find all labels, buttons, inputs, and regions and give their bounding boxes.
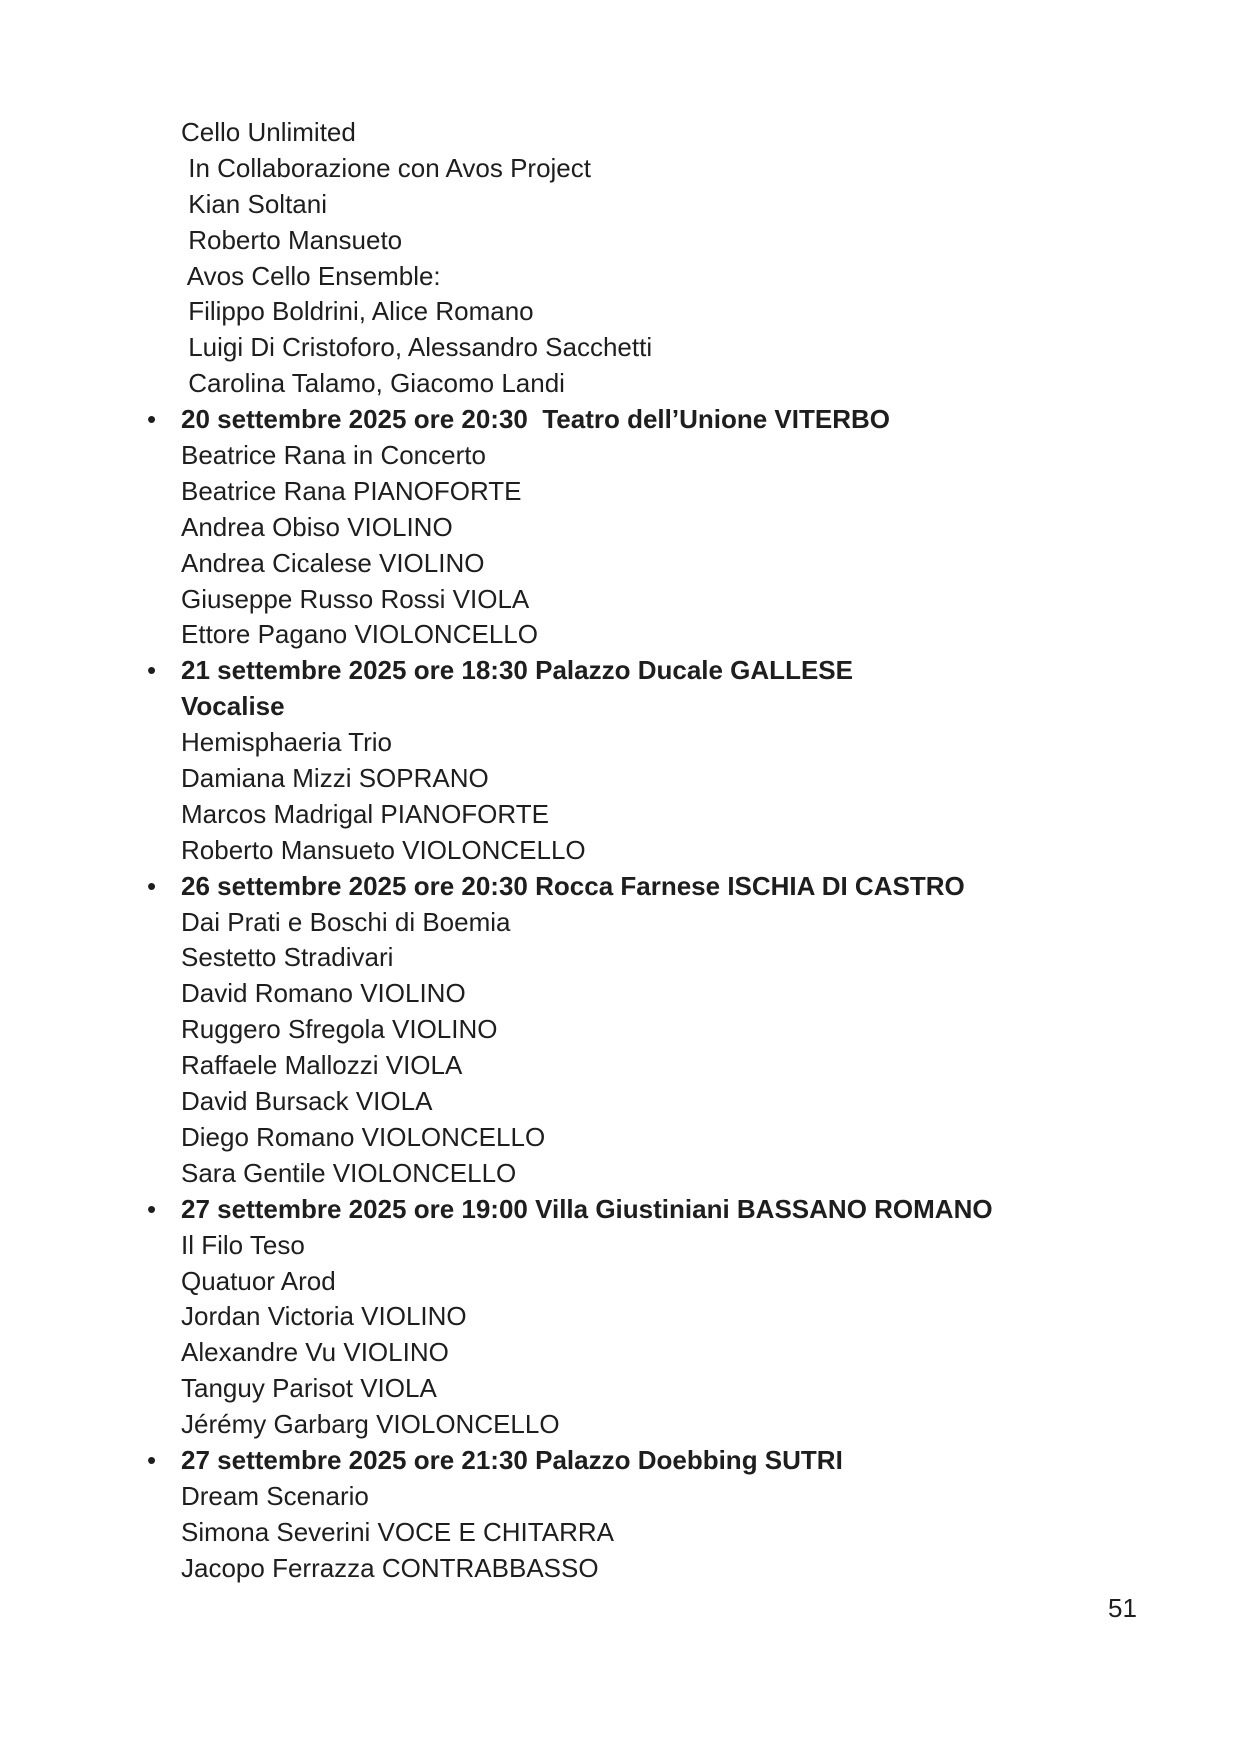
program-line xyxy=(0,617,1242,653)
program-line xyxy=(0,582,1242,618)
program-line-text: Jérémy Garbarg VIOLONCELLO xyxy=(181,1409,560,1440)
program-line-text: David Bursack VIOLA xyxy=(181,1086,433,1117)
program-line xyxy=(0,905,1242,941)
program-line xyxy=(0,1299,1242,1335)
program-line-text: Damiana Mizzi SOPRANO xyxy=(181,763,489,794)
program-line-text: Il Filo Teso xyxy=(181,1229,305,1260)
program-line xyxy=(0,366,1242,402)
program-line-text: Roberto Mansueto xyxy=(181,224,403,255)
program-line xyxy=(0,1515,1242,1551)
program-line xyxy=(0,1551,1242,1587)
program-event-line xyxy=(0,1192,1242,1228)
program-line xyxy=(0,115,1242,151)
bullet-icon: • xyxy=(147,1193,157,1224)
program-line-text: 26 settembre 2025 ore 20:30 Rocca Farnese ISCHIA DI CASTRO xyxy=(181,870,965,901)
concert-program-list xyxy=(0,115,1242,1587)
bullet-icon: • xyxy=(147,1444,157,1475)
program-line xyxy=(0,330,1242,366)
program-line xyxy=(0,940,1242,976)
program-line xyxy=(0,1407,1242,1443)
program-line-text: 27 settembre 2025 ore 21:30 Palazzo Doebbing SUTRI xyxy=(181,1444,843,1475)
program-line xyxy=(0,438,1242,474)
program-line-text: Luigi Di Cristoforo, Alessandro Sacchetti xyxy=(181,332,653,363)
program-line-text: In Collaborazione con Avos Project xyxy=(181,152,591,183)
program-line-text: Giuseppe Russo Rossi VIOLA xyxy=(181,583,530,614)
program-line-text: Alexandre Vu VIOLINO xyxy=(181,1337,449,1368)
program-line-text: Ettore Pagano VIOLONCELLO xyxy=(181,619,538,650)
program-line-text: Carolina Talamo, Giacomo Landi xyxy=(181,368,565,399)
program-line xyxy=(0,833,1242,869)
program-line-text: Beatrice Rana in Concerto xyxy=(181,440,486,471)
program-line xyxy=(0,797,1242,833)
program-line xyxy=(0,151,1242,187)
program-line-text: Diego Romano VIOLONCELLO xyxy=(181,1121,546,1152)
program-line xyxy=(0,689,1242,725)
program-line xyxy=(0,223,1242,259)
program-line-text: Kian Soltani xyxy=(181,188,327,219)
program-line xyxy=(0,259,1242,295)
program-line xyxy=(0,1335,1242,1371)
program-line-text: Hemisphaeria Trio xyxy=(181,727,392,758)
program-line xyxy=(0,510,1242,546)
program-line-text: Roberto Mansueto VIOLONCELLO xyxy=(181,834,586,865)
program-line xyxy=(0,1371,1242,1407)
program-line xyxy=(0,546,1242,582)
program-line-text: Dream Scenario xyxy=(181,1480,369,1511)
program-event-line xyxy=(0,402,1242,438)
program-line-text: Sara Gentile VIOLONCELLO xyxy=(181,1157,517,1188)
program-line-text: Jordan Victoria VIOLINO xyxy=(181,1301,467,1332)
program-line xyxy=(0,1264,1242,1300)
program-line-text: Avos Cello Ensemble: xyxy=(181,260,441,291)
program-line-text: Sestetto Stradivari xyxy=(181,942,394,973)
program-line-text: Marcos Madrigal PIANOFORTE xyxy=(181,798,549,829)
program-event-line xyxy=(0,1443,1242,1479)
program-line-text: Dai Prati e Boschi di Boemia xyxy=(181,906,511,937)
program-line xyxy=(0,1048,1242,1084)
program-line-text: Jacopo Ferrazza CONTRABBASSO xyxy=(181,1552,599,1583)
program-line xyxy=(0,474,1242,510)
program-line-text: Beatrice Rana PIANOFORTE xyxy=(181,475,522,506)
program-line-text: Cello Unlimited xyxy=(181,117,356,147)
program-line xyxy=(0,1479,1242,1515)
program-line-text: Filippo Boldrini, Alice Romano xyxy=(181,296,534,327)
program-line-text: Andrea Cicalese VIOLINO xyxy=(181,547,485,578)
program-line xyxy=(0,294,1242,330)
bullet-icon: • xyxy=(147,655,157,686)
program-line xyxy=(0,976,1242,1012)
program-line xyxy=(0,1012,1242,1048)
bullet-icon: • xyxy=(147,870,157,901)
program-line xyxy=(0,187,1242,223)
program-line-text: Quatuor Arod xyxy=(181,1265,336,1296)
program-event-line xyxy=(0,869,1242,905)
program-line-text: Tanguy Parisot VIOLA xyxy=(181,1373,437,1404)
page-number: 51 xyxy=(1108,1593,1137,1623)
program-line-text: 27 settembre 2025 ore 19:00 Villa Giustiniani BASSANO ROMANO xyxy=(181,1193,993,1224)
program-line-text: Vocalise xyxy=(181,691,285,722)
program-event-line xyxy=(0,653,1242,689)
program-line xyxy=(0,1228,1242,1264)
program-line xyxy=(0,725,1242,761)
program-line xyxy=(0,761,1242,797)
program-line-text: Raffaele Mallozzi VIOLA xyxy=(181,1050,463,1081)
program-line xyxy=(0,1156,1242,1192)
program-line xyxy=(0,1084,1242,1120)
program-line-text: David Romano VIOLINO xyxy=(181,978,466,1009)
program-line-text: 20 settembre 2025 ore 20:30 Teatro dell’Unione VITERBO xyxy=(181,404,890,435)
program-line xyxy=(0,1120,1242,1156)
program-line-text: Simona Severini VOCE E CHITARRA xyxy=(181,1516,614,1547)
program-line-text: Andrea Obiso VIOLINO xyxy=(181,511,453,542)
program-line-text: 21 settembre 2025 ore 18:30 Palazzo Ducale GALLESE xyxy=(181,655,853,686)
program-line-text: Ruggero Sfregola VIOLINO xyxy=(181,1014,498,1045)
bullet-icon: • xyxy=(147,404,157,435)
